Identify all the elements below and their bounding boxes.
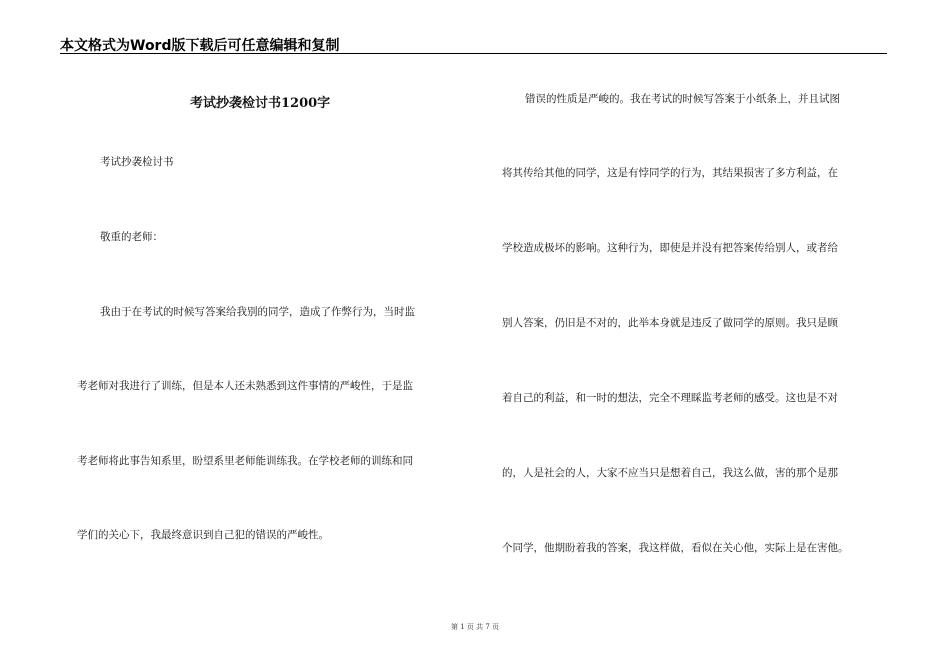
header-title: 本文格式为Word版下载后可任意编辑和复制 bbox=[60, 38, 340, 54]
left-line-4: 考老师对我进行了训练，但是本人还未熟悉到这件事情的严峻性，于是监 bbox=[77, 380, 413, 392]
left-line-2: 敬重的老师： bbox=[100, 231, 163, 243]
left-line-6: 学们的关心下，我最终意识到自己犯的错误的严峻性。 bbox=[77, 529, 329, 541]
right-line-4: 别人答案，仍旧是不对的，此举本身就是违反了做同学的原则。我只是顾 bbox=[502, 317, 838, 329]
left-line-5: 考老师将此事告知系里，盼望系里老师能训练我。在学校老师的训练和同 bbox=[77, 455, 413, 467]
left-line-3: 我由于在考试的时候写答案给我别的同学，造成了作弊行为，当时监 bbox=[100, 306, 415, 318]
right-line-2: 将其传给其他的同学，这是有悖同学的行为，其结果损害了多方利益，在 bbox=[502, 167, 838, 179]
page-number: 第 1 页 共 7 页 bbox=[450, 623, 500, 631]
document-title: 考试抄袭检讨书1200字 bbox=[190, 96, 331, 111]
left-line-1: 考试抄袭检讨书 bbox=[100, 156, 174, 168]
right-line-1: 错误的性质是严峻的。我在考试的时候写答案于小纸条上，并且试图 bbox=[525, 93, 840, 105]
right-line-3: 学校造成极坏的影响。这种行为，即使是并没有把答案传给别人，或者给 bbox=[502, 242, 838, 254]
right-line-6: 的，人是社会的人，大家不应当只是想着自己，我这么做，害的那个是那 bbox=[502, 467, 838, 479]
right-line-7: 个同学，他期盼着我的答案，我这样做，看似在关心他，实际上是在害他。 bbox=[502, 542, 849, 554]
header-rule bbox=[60, 53, 887, 54]
right-line-5: 着自己的利益，和一时的想法，完全不理睬监考老师的感受。这也是不对 bbox=[502, 392, 838, 404]
